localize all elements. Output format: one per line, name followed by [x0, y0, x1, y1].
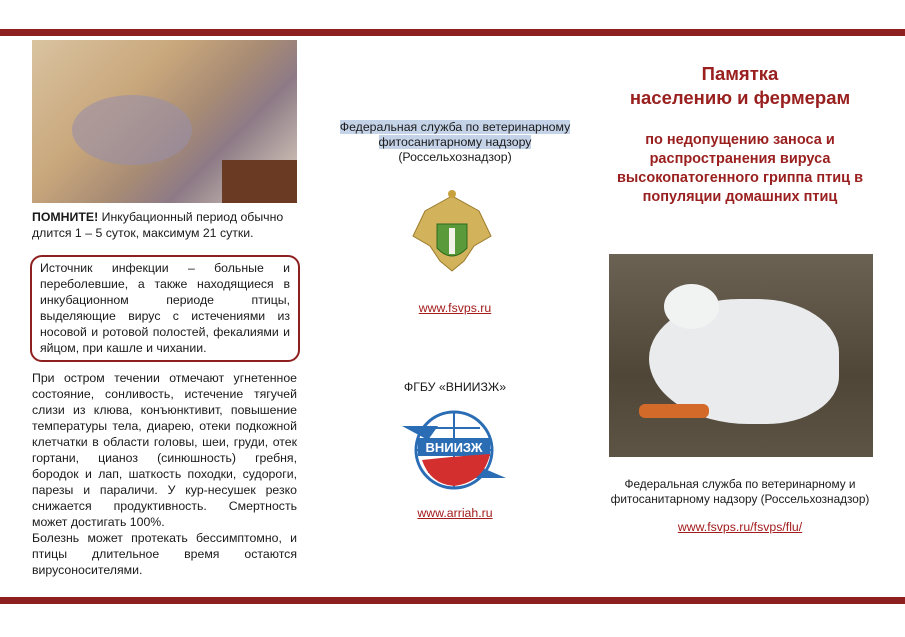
- main-title: [605, 62, 875, 110]
- vniizh-logo-text: ВНИИЗЖ: [425, 440, 483, 455]
- incubation-text: Инкубационный период обычно длится 1 – 5 суток, максимум 21 сутки.: [32, 210, 284, 240]
- agency-line-3: (Россельхознадзор): [398, 150, 512, 164]
- agency-line-2: фитосанитарному надзору: [378, 135, 532, 149]
- symptoms-text: При остром течении отмечают угнетенное состояние, сонливость, истечение тягучей слизи из клюва, конъюнктивит, повышение температуры тела, диарею, отеки подкожной клетчатки в области головы, шеи, груди, отек гортани, цианоз (синюшность) гребня, бородок и лап, шаткость походки, судороги, парезы и параличи. У кур-несушек резко снижается продуктивность. Смертность может достигать 100%.: [32, 371, 297, 529]
- incubation-note: [32, 209, 297, 241]
- agency-line-1: Федеральная служба по ветеринарному: [339, 120, 571, 134]
- agency-footer: Федеральная служба по ветеринарному и фитосанитарному надзору (Россельхознадзор): [610, 477, 870, 506]
- bottom-border-bar: [0, 597, 905, 604]
- top-border-bar: [0, 29, 905, 36]
- agency-name: [320, 120, 590, 165]
- bird-feet-photo: [32, 40, 297, 203]
- infection-source-box: Источник инфекции – больные и переболевшие, а также находящиеся в инкубационном периоде птицы, выделяющие вирус с истечениями из носовой и ротовой полостей, фекалиями и яйцом, при кашле и чихании.: [30, 255, 300, 362]
- vniizh-logo: [398, 408, 510, 493]
- fsvps-link[interactable]: www.fsvps.ru: [418, 301, 492, 315]
- arriah-link[interactable]: www.arriah.ru: [417, 506, 493, 520]
- sick-duck-photo: [609, 254, 873, 457]
- remember-label: ПОМНИТЕ!: [32, 210, 99, 224]
- carriers-text: Болезнь может протекать бессимптомно, и птицы длительное время остаются вирусоносителями.: [32, 531, 297, 577]
- coat-of-arms-logo: [405, 186, 500, 281]
- flu-info-link[interactable]: www.fsvps.ru/fsvps/flu/: [677, 520, 803, 534]
- subtitle: по недопущению заноса и распространения вируса высокопатогенного гриппа птиц в популяции домашних птиц: [617, 132, 863, 205]
- institute-name: ФГБУ «ВНИИЗЖ»: [403, 380, 507, 394]
- title-line-1: Памятка: [701, 63, 779, 84]
- title-line-2: населению и фермерам: [629, 87, 851, 108]
